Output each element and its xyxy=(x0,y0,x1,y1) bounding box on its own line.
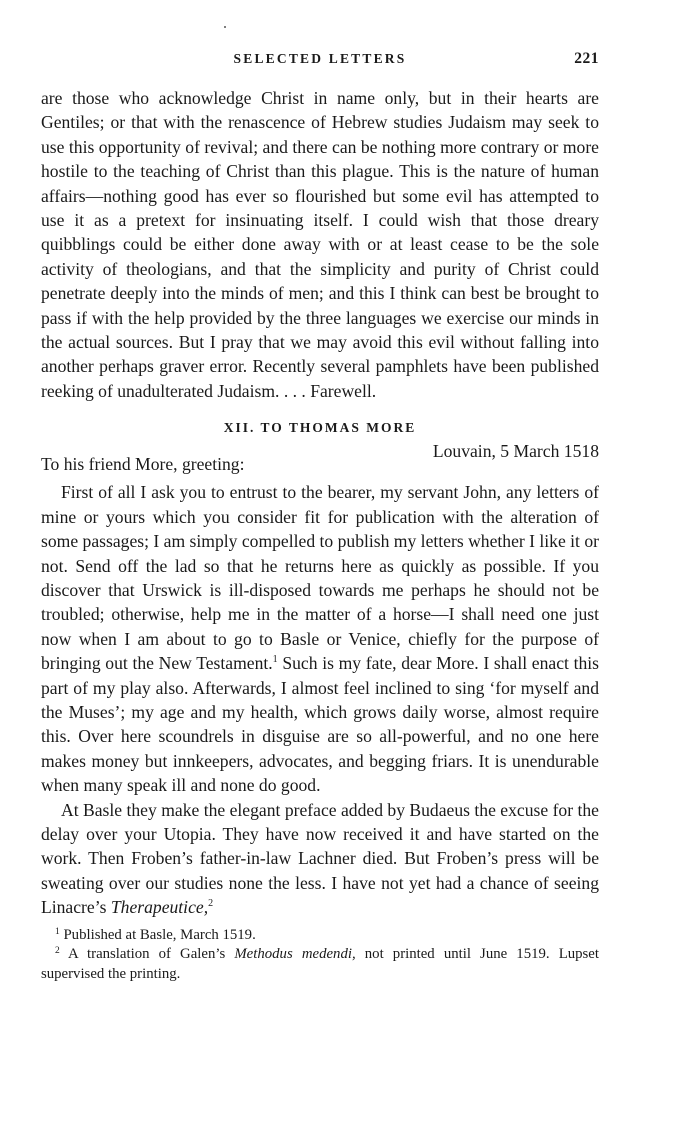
footnote-1-text: Published at Basle, March 1519. xyxy=(59,926,256,943)
place-date: Louvain, 5 March 1518 xyxy=(432,441,599,462)
letter-opening xyxy=(41,440,599,480)
footnote-ref-2: 2 xyxy=(208,898,214,910)
footnote-1 xyxy=(41,926,599,946)
letter-heading: XII. TO THOMAS MORE xyxy=(223,420,417,436)
footnote-2 xyxy=(41,945,599,984)
footnote-2-text-b: not printed until June 1519. Lupset supervised the printing. xyxy=(41,946,599,982)
paragraph-1-text-a: First of all I ask you to entrust to the bearer, my servant John, any letters of mine or yours which you consider fit for publication with the alteration of some passages; I am simply compelled to publish my letters whether I like it or not. Send off the lad so that he returns here as quickly as possible. If you discover that Urswick is ill-disposed towards me perhaps he should not be troubled; otherwise, help me in the matter of a horse—I shall need one just now when I am about to go to Basle or Venice, chiefly for the purpose of bringing out the New Testament. xyxy=(41,482,600,674)
letter-paragraph-1 xyxy=(41,480,599,797)
text-block xyxy=(41,86,599,984)
salutation: To his friend More, greeting: xyxy=(41,454,245,475)
paragraph-1-text-b: Such is my fate, dear More. I shall enact this part of my play also. Afterwards, I almost feel inclined to sing ‘for myself and the Muses’; my age and my health, which grows daily worse, almost require this. Over here scoundrels in disguise are so all-powerful, and no one here makes money but innkeepers, advocates, and begging friars. It is unendurable when many speak ill and none do good. xyxy=(41,653,599,796)
continuation-paragraph: are those who acknowledge Christ in name only, but in their hearts are Gentiles; or that with the renascence of Hebrew studies Judaism may seek to use this opportunity of revival; and there can be nothing more contrary or more hostile to the teaching of Christ than this plague. This is the nature of human affairs—nothing good has ever so flourished but some evil has attempted to use it as a pretext for insinuating itself. I could wish that those dreary quibblings could be either done away with or at least cease to be the sole activity of theologians, and that the simplicity and purity of Christ could penetrate deeply into the minds of men; and this I think can best be brought to pass if with the help provided by the three languages we exercise our minds in the actual sources. But I pray that we may avoid this evil without falling into another perhaps graver error. Recently several pamphlets have been published reeking of unadulterated Judaism. . . . Farewell. xyxy=(41,88,599,401)
running-title: SELECTED LETTERS xyxy=(233,51,407,66)
page-number: 221 xyxy=(574,50,599,67)
methodus-medendi-title: Methodus medendi, xyxy=(234,946,356,963)
letter-paragraph-2 xyxy=(41,798,599,920)
footnote-2-text-a: A translation of Galen’s xyxy=(59,946,235,963)
book-page xyxy=(41,0,599,1130)
paragraph-2-text: At Basle they make the elegant preface added by Budaeus the excuse for the delay over your Utopia. They have now received it and have started on the work. Then Froben’s father-in-law Lachner died. But Froben’s press will be sweating over our studies none the less. I have not yet had a chance of seeing Linacre’s xyxy=(41,799,599,918)
running-head xyxy=(41,51,599,73)
therapeutice-title: Therapeutice, xyxy=(110,897,209,918)
footnotes xyxy=(41,926,599,985)
footnote-2-mark: 2 xyxy=(55,946,60,957)
footnote-1-mark: 1 xyxy=(55,926,60,937)
printer-speck xyxy=(224,26,226,28)
footnote-ref-1: 1 xyxy=(272,654,278,666)
